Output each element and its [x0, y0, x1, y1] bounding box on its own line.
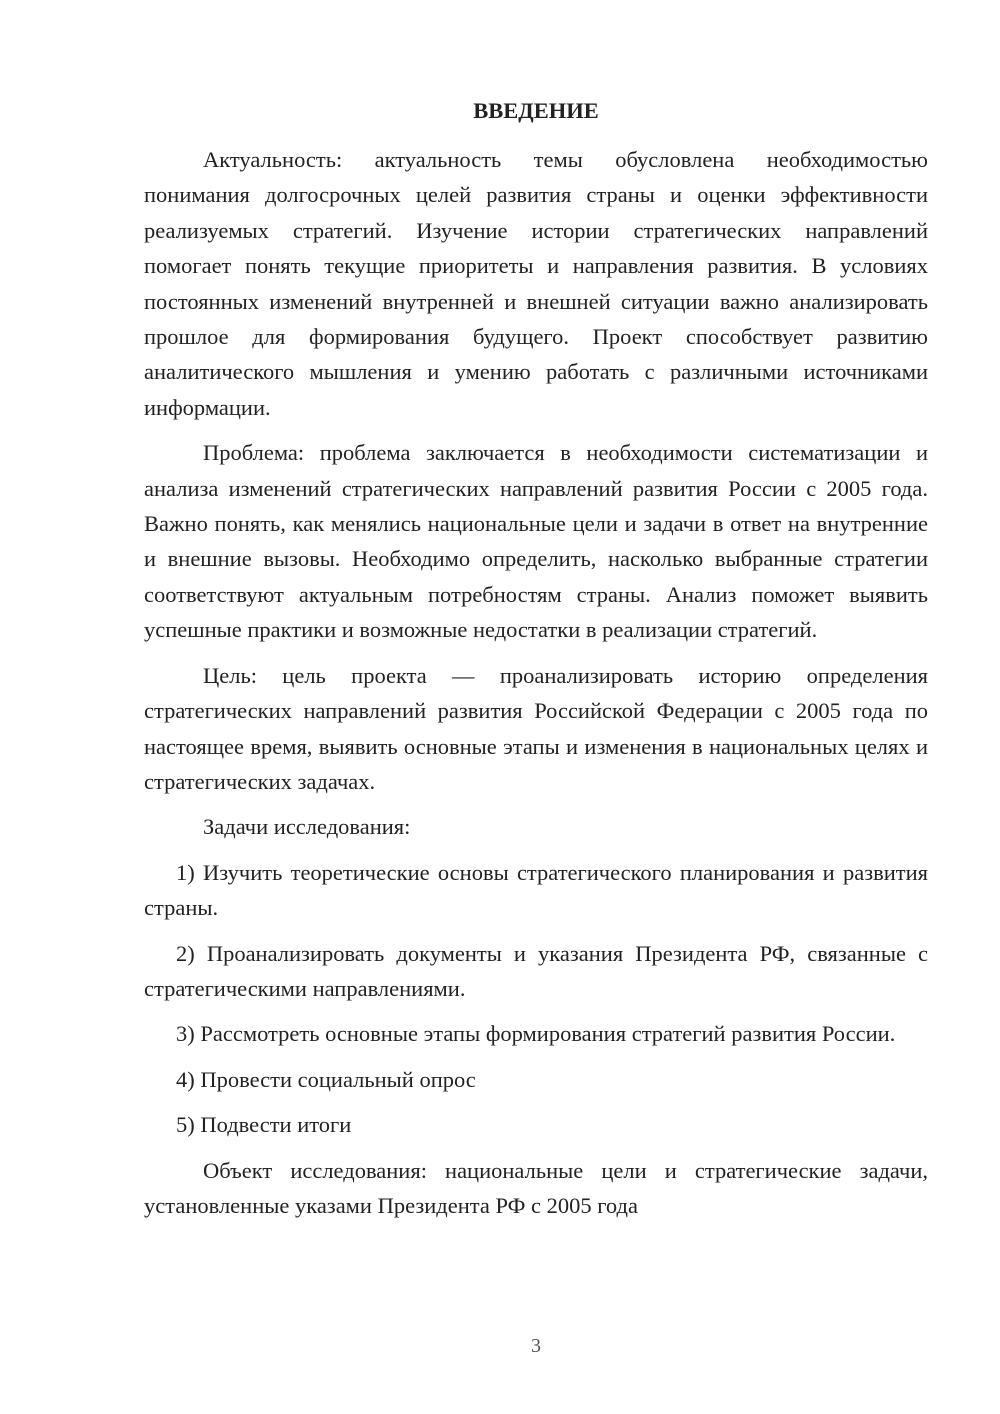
- task-item-5: 5) Подвести итоги: [176, 1112, 352, 1138]
- task-item-3: 3) Рассмотреть основные этапы формирования стратегий развития России.: [176, 1021, 896, 1047]
- paragraph-tasks-heading: Задачи исследования:: [203, 814, 411, 840]
- paragraph-goal: Цель: цель проекта — проанализировать историю определения стратегических направлений развития Российской Федерации с 2005 года по настоящее время, выявить основные этапы и изменения в национальных целях и стратегических задачах.: [144, 662, 928, 794]
- document-body: [144, 142, 928, 1233]
- section-title: ВВЕДЕНИЕ: [473, 98, 599, 123]
- document-page: [144, 0, 928, 1414]
- paragraph-relevance: Актуальность: актуальность темы обусловлена необходимостью понимания долгосрочных целей развития страны и оценки эффективности реализуемых стратегий. Изучение истории стратегических направлений помогает понять текущие приоритеты и направления развития. В условиях постоянных изменений внутренней и внешней ситуации важно анализировать прошлое для формирования будущего. Проект способствует развитию аналитического мышления и умению работать с различными источниками информации.: [144, 147, 928, 420]
- task-item-2: 2) Проанализировать документы и указания Президента РФ, связанные с стратегическими направлениями.: [144, 940, 928, 1001]
- task-item-4: 4) Провести социальный опрос: [176, 1066, 476, 1092]
- task-item-1: 1) Изучить теоретические основы стратегического планирования и развития страны.: [144, 859, 928, 921]
- paragraph-problem: Проблема: проблема заключается в необходимости систематизации и анализа изменений стратегических направлений развития России с 2005 года. Важно понять, как менялись национальные цели и задачи в ответ на внутренние и внешние вызовы. Необходимо определить, насколько выбранные стратегии соответствуют актуальным потребностям страны. Анализ поможет выявить успешные практики и возможные недостатки в реализации стратегий.: [144, 440, 928, 643]
- page-number: 3: [531, 1335, 541, 1357]
- paragraph-object: Объект исследования: национальные цели и стратегические задачи, установленные указами Президента РФ с 2005 года: [144, 1157, 928, 1218]
